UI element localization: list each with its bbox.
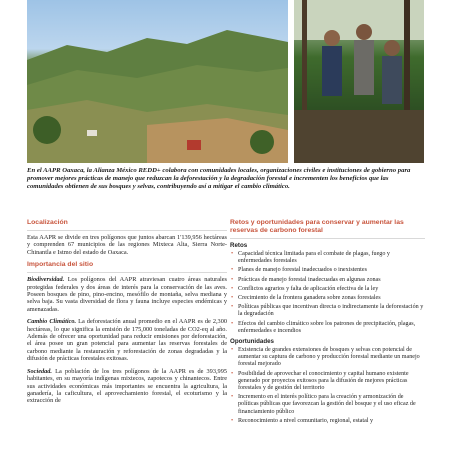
list-item: • Incremento en el interés político para la creación y armonización de políticas públicas que favorezcan la gestión del bosque y el uso eficaz de financiamiento público — [230, 394, 425, 416]
list-item: • Capacidad técnica limitada para el combate de plagas, fuego y enfermedades forestales — [230, 251, 425, 265]
cambio-climatico-paragraph — [27, 318, 227, 362]
list-item: • Efectos del cambio climático sobre los patrones de precipitación, plagas, enfermedades e incendios — [230, 321, 425, 335]
retos-list — [230, 251, 425, 335]
list-item: • Prácticas de manejo forestal inadecuadas en algunas zonas — [230, 277, 425, 284]
sociedad-text: La población de los tres polígonos de la AAPR es de 393,995 habitantes, en su mayoría indígenas mixtecos, zapotecos y chinantecos. Entre sus actividades económicas más importantes se encuentra la agricultura, la ganadería, la caficultura, el aprovechamiento forestal, el ecoturismo y la extracción de — [27, 367, 227, 405]
left-column — [27, 219, 227, 410]
forest-workers-photo — [294, 0, 424, 163]
right-column — [230, 219, 425, 427]
sociedad-lead: Sociedad. — [27, 367, 53, 375]
localizacion-text: Esta AAPR se divide en tres polígonos que juntos abarcan 1'139,956 hectáreas y comprenden 67 municipios de las regiones Mixteca Alta, Sierra Norte-Chinantla e Istmo del estado de Oaxaca. — [27, 234, 227, 256]
list-item: • Posibilidad de aprovechar el conocimiento y capital humano existente generado por proyectos exitosos para la difusión de mejores prácticas forestales y de gestión del territorio — [230, 371, 425, 393]
photo-caption: En el AAPR Oaxaca, la Alianza México REDD+ colabora con comunidades locales, organizaciones civiles e instituciones de gobierno para promover mejores prácticas de manejo que reduzcan la deforestación y la degradación forestal e incrementen los beneficios que las comunidades obtienen de sus bosques y selvas, contribuyendo así a mitigar el cambio climático. — [27, 167, 411, 191]
list-item: • Planes de manejo forestal inadecuados o inexistentes — [230, 267, 425, 274]
list-item: • Existencia de grandes extensiones de bosques y selvas con potencial de aumentar su captura de carbono y producción forestal mediante un manejo forestal mejorado — [230, 347, 425, 369]
list-item: • Crecimiento de la frontera ganadera sobre zonas forestales — [230, 295, 425, 302]
sociedad-paragraph — [27, 368, 227, 405]
importancia-heading: Importancia del sitio — [27, 261, 227, 273]
landscape-photo — [27, 0, 288, 163]
cambio-climatico-lead: Cambio Climático. — [27, 318, 77, 326]
retos-subheading: Retos — [230, 242, 248, 249]
list-item: • Políticas públicas que incentivan directa o indirectamente la deforestación y la degradación — [230, 304, 425, 318]
localizacion-heading: Localización — [27, 219, 227, 231]
cambio-climatico-text: La deforestación anual promedio en el AAPR es de 2,300 hectáreas, lo que significa la emisión de 175,000 toneladas de CO2-eq al año. Además de ofrecer una oportunidad para reducir emisiones por deforestación, el área posee un gran potencial para aumentar las reservas forestales de carbono mediante la restauración y reforestación de zonas degradadas y la difusión de prácticas forestales exitosas. — [27, 318, 227, 363]
biodiversidad-lead: Biodiversidad. — [27, 276, 65, 284]
mountain-valley-illustration — [27, 0, 288, 163]
oportunidades-list — [230, 347, 425, 425]
retos-oportunidades-heading: Retos y oportunidades para conservar y aumentar las reservas de carbono forestal — [230, 219, 425, 239]
biodiversidad-text: Los polígonos del AAPR atraviesan cuatro áreas naturales protegidas federales y dos áreas de interés para la conservación de las aves. Poseen bosques de pino, pino-encino, mesófilo de montaña, selva mediana y selva baja. Su vasta diversidad de flora y fauna incluye especies endémicas y amenazadas. — [27, 276, 227, 313]
list-item: • Reconocimiento a nivel comunitario, regional, estatal y — [230, 418, 425, 425]
oportunidades-subheading: Oportunidades — [230, 338, 275, 346]
biodiversidad-paragraph — [27, 276, 227, 313]
forest-workers-illustration — [294, 0, 424, 163]
list-item: • Conflictos agrarios y falta de aplicación efectiva de la ley — [230, 286, 425, 293]
